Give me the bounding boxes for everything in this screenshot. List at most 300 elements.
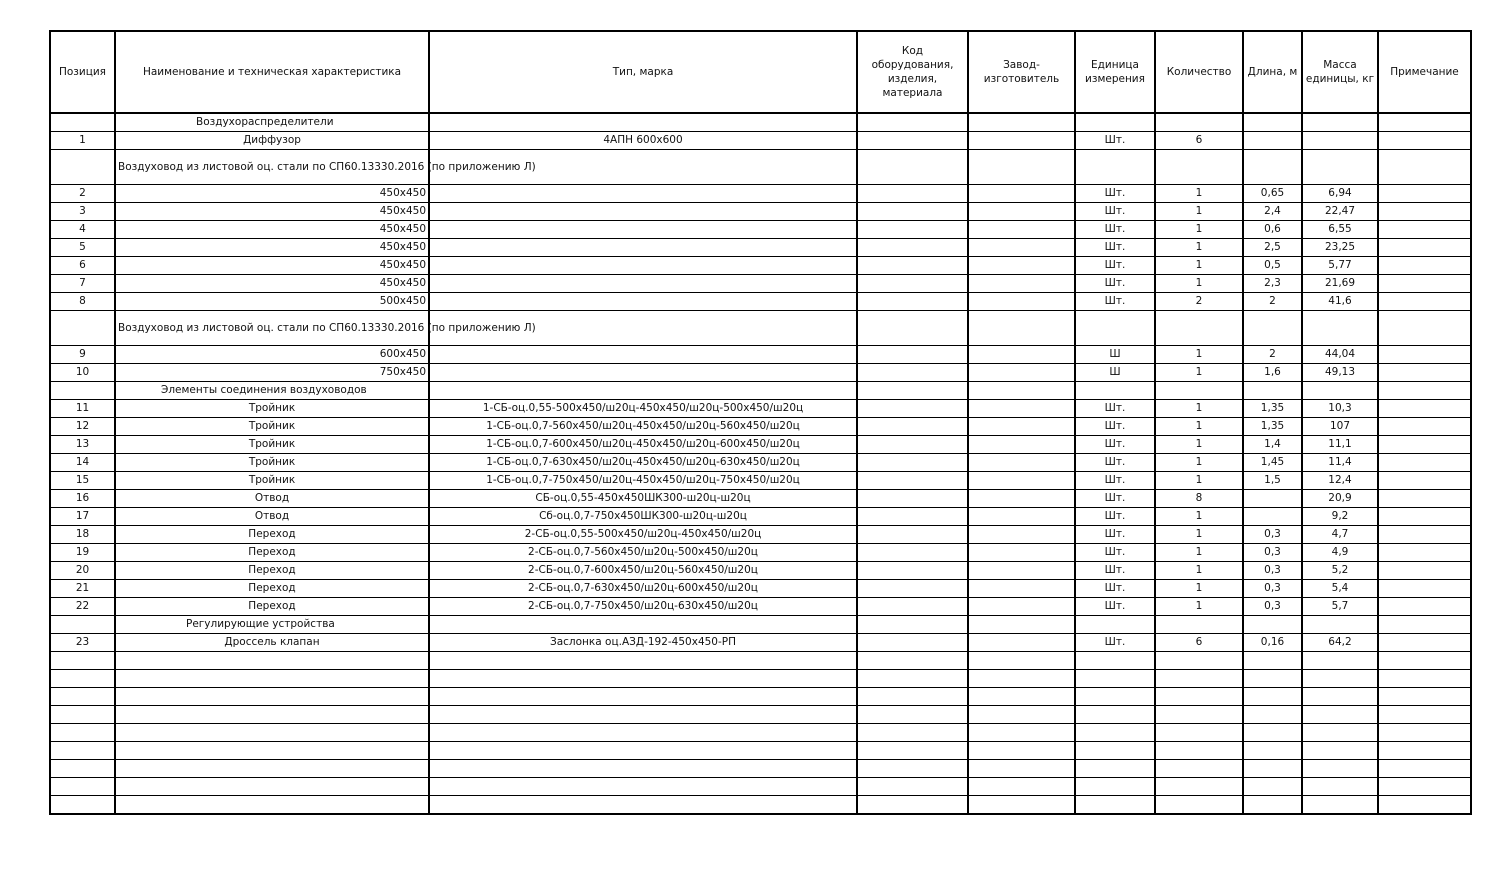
cell-name: Тройник (115, 436, 429, 454)
cell-name: Переход (115, 562, 429, 580)
cell-mass: 5,4 (1302, 580, 1378, 598)
cell-mass: 107 (1302, 418, 1378, 436)
empty-cell (968, 778, 1075, 796)
cell-note (1378, 616, 1471, 634)
empty-row (50, 688, 1471, 706)
empty-row (50, 724, 1471, 742)
empty-cell (857, 742, 968, 760)
cell-pos: 23 (50, 634, 115, 652)
empty-cell (1378, 670, 1471, 688)
cell-length: 2,3 (1243, 275, 1302, 293)
cell-name: Переход (115, 598, 429, 616)
table-row (50, 508, 1471, 526)
cell-code (857, 150, 968, 185)
cell-unit (1075, 616, 1155, 634)
cell-length: 0,3 (1243, 598, 1302, 616)
empty-cell (968, 652, 1075, 670)
table-row (50, 346, 1471, 364)
cell-name: Элементы соединения воздуховодов (115, 382, 429, 400)
cell-qty: 1 (1155, 203, 1243, 221)
cell-maker (968, 454, 1075, 472)
table-row (50, 185, 1471, 203)
empty-cell (1302, 760, 1378, 778)
cell-note (1378, 508, 1471, 526)
cell-qty: 1 (1155, 221, 1243, 239)
cell-maker (968, 490, 1075, 508)
empty-cell (1243, 670, 1302, 688)
empty-cell (50, 688, 115, 706)
table-row (50, 418, 1471, 436)
empty-cell (1378, 724, 1471, 742)
empty-cell (968, 796, 1075, 815)
cell-qty: 6 (1155, 132, 1243, 150)
table-row (50, 454, 1471, 472)
cell-pos: 1 (50, 132, 115, 150)
cell-unit: Шт. (1075, 562, 1155, 580)
cell-note (1378, 185, 1471, 203)
cell-type: 1-СБ-оц.0,7-630х450/ш20ц-450х450/ш20ц-630х450/ш20ц (429, 454, 857, 472)
empty-cell (968, 688, 1075, 706)
cell-length (1243, 616, 1302, 634)
cell-length: 0,3 (1243, 580, 1302, 598)
table-row (50, 526, 1471, 544)
cell-unit: Шт. (1075, 203, 1155, 221)
cell-code (857, 490, 968, 508)
cell-maker (968, 364, 1075, 382)
cell-mass (1302, 382, 1378, 400)
cell-unit: Шт. (1075, 132, 1155, 150)
table-row (50, 311, 1471, 346)
cell-type: 2-СБ-оц.0,7-600х450/ш20ц-560х450/ш20ц (429, 562, 857, 580)
cell-maker (968, 275, 1075, 293)
cell-qty: 2 (1155, 293, 1243, 311)
empty-cell (857, 724, 968, 742)
cell-unit: Шт. (1075, 508, 1155, 526)
cell-type: 2-СБ-оц.0,7-630х450/ш20ц-600х450/ш20ц (429, 580, 857, 598)
cell-unit: Ш (1075, 346, 1155, 364)
cell-unit: Шт. (1075, 185, 1155, 203)
cell-qty: 1 (1155, 185, 1243, 203)
empty-row (50, 652, 1471, 670)
cell-pos: 11 (50, 400, 115, 418)
cell-unit: Шт. (1075, 418, 1155, 436)
cell-name: Переход (115, 526, 429, 544)
cell-type: 2-СБ-оц.0,7-750х450/ш20ц-630х450/ш20ц (429, 598, 857, 616)
cell-length: 1,5 (1243, 472, 1302, 490)
cell-unit: Шт. (1075, 257, 1155, 275)
cell-qty: 1 (1155, 526, 1243, 544)
cell-type: 2-СБ-оц.0,7-560х450/ш20ц-500х450/ш20ц (429, 544, 857, 562)
cell-mass: 11,1 (1302, 436, 1378, 454)
cell-mass: 4,7 (1302, 526, 1378, 544)
cell-pos (50, 113, 115, 132)
header-code: Код оборудования, изделия, материала (857, 31, 968, 113)
cell-length: 2 (1243, 346, 1302, 364)
cell-name: 450х450 (115, 185, 429, 203)
cell-name: 450х450 (115, 203, 429, 221)
cell-qty: 1 (1155, 580, 1243, 598)
empty-cell (1243, 688, 1302, 706)
cell-type (429, 346, 857, 364)
cell-name: Отвод (115, 508, 429, 526)
cell-code (857, 544, 968, 562)
cell-name: 500х450 (115, 293, 429, 311)
cell-code (857, 562, 968, 580)
empty-cell (50, 670, 115, 688)
cell-pos: 4 (50, 221, 115, 239)
cell-code (857, 203, 968, 221)
empty-cell (1155, 706, 1243, 724)
empty-cell (857, 796, 968, 815)
cell-name: Воздуховод из листовой оц. стали по СП60.13330.2016 (по приложению Л) (115, 150, 429, 185)
cell-note (1378, 275, 1471, 293)
cell-name: Тройник (115, 400, 429, 418)
cell-qty: 1 (1155, 472, 1243, 490)
cell-pos: 21 (50, 580, 115, 598)
cell-code (857, 113, 968, 132)
cell-length: 0,65 (1243, 185, 1302, 203)
empty-cell (1378, 796, 1471, 815)
cell-unit: Шт. (1075, 634, 1155, 652)
cell-qty (1155, 616, 1243, 634)
table-row (50, 132, 1471, 150)
cell-code (857, 346, 968, 364)
cell-qty: 1 (1155, 275, 1243, 293)
empty-cell (1075, 778, 1155, 796)
header-name: Наименование и техническая характеристика (115, 31, 429, 113)
empty-cell (50, 724, 115, 742)
cell-mass (1302, 150, 1378, 185)
empty-cell (115, 796, 429, 815)
cell-code (857, 275, 968, 293)
empty-cell (429, 742, 857, 760)
cell-maker (968, 418, 1075, 436)
table-row (50, 150, 1471, 185)
cell-type (429, 382, 857, 400)
cell-unit: Шт. (1075, 544, 1155, 562)
cell-note (1378, 311, 1471, 346)
cell-maker (968, 544, 1075, 562)
empty-cell (857, 760, 968, 778)
empty-cell (1378, 688, 1471, 706)
cell-unit: Шт. (1075, 490, 1155, 508)
cell-mass: 5,77 (1302, 257, 1378, 275)
cell-name: Тройник (115, 418, 429, 436)
cell-qty: 1 (1155, 346, 1243, 364)
cell-type: Сб-оц.0,7-750х450ШК300-ш20ц-ш20ц (429, 508, 857, 526)
empty-cell (1075, 796, 1155, 815)
cell-code (857, 454, 968, 472)
cell-unit: Шт. (1075, 275, 1155, 293)
cell-qty: 1 (1155, 436, 1243, 454)
cell-mass: 23,25 (1302, 239, 1378, 257)
empty-cell (1155, 652, 1243, 670)
cell-mass (1302, 132, 1378, 150)
cell-length (1243, 490, 1302, 508)
empty-row (50, 778, 1471, 796)
cell-pos: 17 (50, 508, 115, 526)
cell-maker (968, 113, 1075, 132)
empty-cell (115, 778, 429, 796)
cell-maker (968, 508, 1075, 526)
cell-type (429, 113, 857, 132)
empty-cell (1075, 742, 1155, 760)
cell-length: 1,45 (1243, 454, 1302, 472)
cell-unit: Шт. (1075, 580, 1155, 598)
empty-cell (1302, 796, 1378, 815)
cell-length (1243, 311, 1302, 346)
empty-cell (50, 652, 115, 670)
cell-type: 2-СБ-оц.0,55-500х450/ш20ц-450х450/ш20ц (429, 526, 857, 544)
cell-code (857, 598, 968, 616)
cell-length: 1,4 (1243, 436, 1302, 454)
empty-cell (1243, 742, 1302, 760)
cell-name: 600х450 (115, 346, 429, 364)
cell-unit (1075, 150, 1155, 185)
cell-mass: 5,7 (1302, 598, 1378, 616)
cell-type: СБ-оц.0,55-450х450ШК300-ш20ц-ш20ц (429, 490, 857, 508)
cell-code (857, 311, 968, 346)
table-row (50, 293, 1471, 311)
empty-cell (1302, 742, 1378, 760)
cell-note (1378, 113, 1471, 132)
cell-pos: 10 (50, 364, 115, 382)
cell-code (857, 239, 968, 257)
empty-cell (968, 706, 1075, 724)
empty-cell (50, 742, 115, 760)
cell-unit (1075, 382, 1155, 400)
cell-mass: 21,69 (1302, 275, 1378, 293)
cell-type (429, 203, 857, 221)
cell-note (1378, 346, 1471, 364)
cell-unit: Шт. (1075, 526, 1155, 544)
cell-pos: 8 (50, 293, 115, 311)
empty-cell (429, 724, 857, 742)
empty-cell (1155, 760, 1243, 778)
cell-unit (1075, 311, 1155, 346)
empty-cell (968, 760, 1075, 778)
empty-cell (1378, 742, 1471, 760)
cell-mass: 6,55 (1302, 221, 1378, 239)
cell-mass: 44,04 (1302, 346, 1378, 364)
header-pos: Позиция (50, 31, 115, 113)
cell-maker (968, 580, 1075, 598)
empty-cell (1075, 760, 1155, 778)
table-row (50, 275, 1471, 293)
header-maker: Завод-изготовитель (968, 31, 1075, 113)
cell-pos (50, 616, 115, 634)
cell-length (1243, 508, 1302, 526)
table-row (50, 382, 1471, 400)
cell-qty (1155, 311, 1243, 346)
cell-mass (1302, 616, 1378, 634)
header-mass: Масса единицы, кг (1302, 31, 1378, 113)
cell-unit: Ш (1075, 364, 1155, 382)
cell-name: 750х450 (115, 364, 429, 382)
cell-unit: Шт. (1075, 436, 1155, 454)
table-row (50, 113, 1471, 132)
cell-name: Отвод (115, 490, 429, 508)
cell-qty: 1 (1155, 257, 1243, 275)
cell-length: 0,3 (1243, 562, 1302, 580)
cell-type (429, 616, 857, 634)
cell-maker (968, 598, 1075, 616)
cell-length: 2 (1243, 293, 1302, 311)
empty-cell (1155, 724, 1243, 742)
cell-maker (968, 185, 1075, 203)
empty-cell (1155, 778, 1243, 796)
empty-row (50, 760, 1471, 778)
empty-cell (1155, 742, 1243, 760)
cell-unit: Шт. (1075, 239, 1155, 257)
empty-cell (968, 742, 1075, 760)
cell-length (1243, 132, 1302, 150)
table-row (50, 616, 1471, 634)
cell-length: 1,35 (1243, 400, 1302, 418)
cell-maker (968, 346, 1075, 364)
cell-name: Переход (115, 580, 429, 598)
empty-cell (50, 778, 115, 796)
cell-code (857, 185, 968, 203)
cell-mass: 6,94 (1302, 185, 1378, 203)
cell-code (857, 221, 968, 239)
empty-cell (429, 706, 857, 724)
cell-type: 1-СБ-оц.0,55-500х450/ш20ц-450х450/ш20ц-500х450/ш20ц (429, 400, 857, 418)
cell-type (429, 221, 857, 239)
empty-cell (115, 652, 429, 670)
cell-note (1378, 400, 1471, 418)
header-qty: Количество (1155, 31, 1243, 113)
cell-note (1378, 203, 1471, 221)
cell-pos: 16 (50, 490, 115, 508)
empty-cell (115, 670, 429, 688)
empty-cell (1075, 670, 1155, 688)
cell-type (429, 185, 857, 203)
empty-row (50, 670, 1471, 688)
cell-pos (50, 382, 115, 400)
cell-pos: 13 (50, 436, 115, 454)
cell-qty (1155, 113, 1243, 132)
cell-type: 1-СБ-оц.0,7-750х450/ш20ц-450х450/ш20ц-750х450/ш20ц (429, 472, 857, 490)
cell-note (1378, 454, 1471, 472)
empty-cell (115, 688, 429, 706)
empty-cell (1302, 688, 1378, 706)
cell-note (1378, 221, 1471, 239)
header-length: Длина, м (1243, 31, 1302, 113)
empty-cell (1378, 706, 1471, 724)
cell-pos: 14 (50, 454, 115, 472)
cell-length: 0,6 (1243, 221, 1302, 239)
cell-name: Дроссель клапан (115, 634, 429, 652)
cell-name: Переход (115, 544, 429, 562)
empty-row (50, 706, 1471, 724)
cell-pos: 18 (50, 526, 115, 544)
empty-cell (115, 742, 429, 760)
cell-pos: 19 (50, 544, 115, 562)
cell-name: 450х450 (115, 275, 429, 293)
cell-code (857, 508, 968, 526)
cell-length: 0,3 (1243, 544, 1302, 562)
cell-note (1378, 382, 1471, 400)
cell-note (1378, 239, 1471, 257)
cell-note (1378, 472, 1471, 490)
cell-qty (1155, 382, 1243, 400)
cell-pos: 20 (50, 562, 115, 580)
empty-cell (1075, 652, 1155, 670)
cell-maker (968, 472, 1075, 490)
cell-maker (968, 382, 1075, 400)
empty-cell (1378, 760, 1471, 778)
table-row (50, 490, 1471, 508)
empty-cell (429, 652, 857, 670)
cell-mass: 49,13 (1302, 364, 1378, 382)
cell-note (1378, 418, 1471, 436)
empty-cell (429, 760, 857, 778)
empty-cell (50, 760, 115, 778)
cell-note (1378, 598, 1471, 616)
cell-maker (968, 311, 1075, 346)
empty-cell (1302, 652, 1378, 670)
empty-cell (1155, 670, 1243, 688)
empty-cell (429, 796, 857, 815)
cell-note (1378, 634, 1471, 652)
empty-cell (1302, 778, 1378, 796)
cell-maker (968, 562, 1075, 580)
cell-mass: 41,6 (1302, 293, 1378, 311)
cell-pos: 3 (50, 203, 115, 221)
empty-cell (857, 670, 968, 688)
cell-maker (968, 616, 1075, 634)
cell-code (857, 526, 968, 544)
cell-code (857, 472, 968, 490)
cell-name: Регулирующие устройства (115, 616, 429, 634)
cell-code (857, 400, 968, 418)
cell-pos (50, 311, 115, 346)
cell-type (429, 257, 857, 275)
cell-note (1378, 436, 1471, 454)
empty-cell (857, 652, 968, 670)
cell-qty: 1 (1155, 454, 1243, 472)
cell-type: Заслонка оц.АЗД-192-450х450-РП (429, 634, 857, 652)
cell-type (429, 275, 857, 293)
cell-length: 2,4 (1243, 203, 1302, 221)
cell-note (1378, 544, 1471, 562)
empty-cell (1378, 778, 1471, 796)
empty-cell (429, 778, 857, 796)
empty-cell (968, 724, 1075, 742)
specification-sheet (49, 30, 1472, 815)
empty-cell (857, 778, 968, 796)
cell-name: Тройник (115, 472, 429, 490)
empty-cell (1243, 796, 1302, 815)
table-row (50, 436, 1471, 454)
cell-length: 1,6 (1243, 364, 1302, 382)
empty-cell (857, 688, 968, 706)
empty-cell (1075, 724, 1155, 742)
cell-maker (968, 634, 1075, 652)
cell-mass: 12,4 (1302, 472, 1378, 490)
cell-pos: 9 (50, 346, 115, 364)
cell-unit: Шт. (1075, 598, 1155, 616)
empty-cell (1378, 652, 1471, 670)
cell-length (1243, 113, 1302, 132)
table-row (50, 257, 1471, 275)
empty-cell (1243, 778, 1302, 796)
table-header-row (50, 31, 1471, 113)
cell-code (857, 132, 968, 150)
cell-code (857, 616, 968, 634)
cell-code (857, 382, 968, 400)
